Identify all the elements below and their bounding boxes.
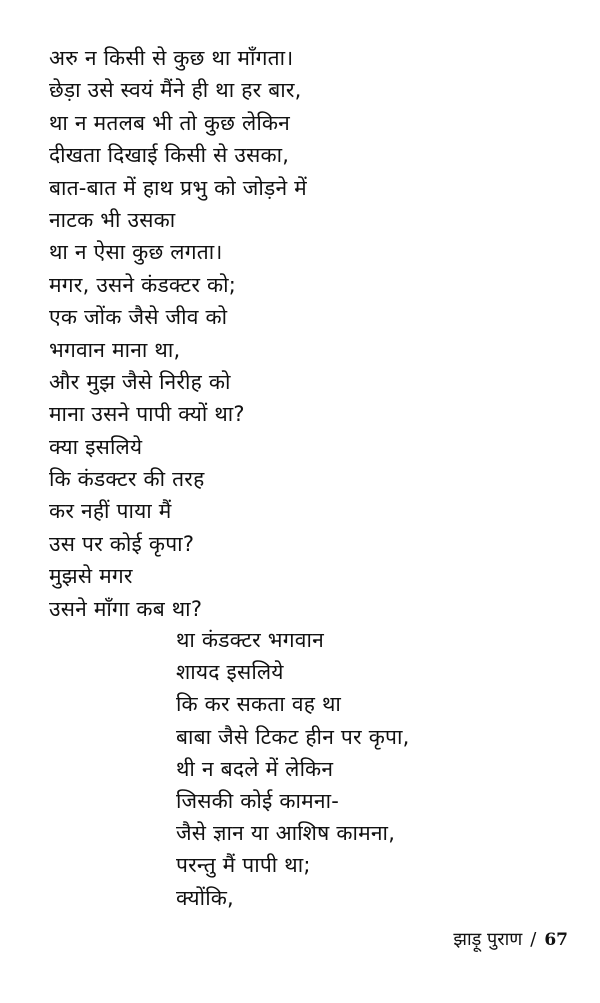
- poem-line: जैसे ज्ञान या आशिष कामना,: [176, 821, 396, 846]
- poem-line: क्या इसलिये: [49, 434, 143, 459]
- poem-line: उसने माँगा कब था?: [49, 596, 203, 621]
- poem-line: कर नहीं पाया मैं: [49, 499, 172, 524]
- poem-line: उस पर कोई कृपा?: [49, 531, 195, 556]
- poem-line: माना उसने पापी क्यों था?: [49, 402, 245, 427]
- poem-stanza-2: [176, 624, 576, 914]
- poem-line: जिसकी कोई कामना-: [176, 788, 340, 813]
- poem-line: अरु न किसी से कुछ था माँगता।: [49, 46, 294, 70]
- poem-line: मुझसे मगर: [49, 564, 133, 589]
- book-title: झाड़ू पुराण: [453, 929, 523, 950]
- poem-line: नाटक भी उसका: [49, 207, 176, 232]
- page-number: 67: [544, 930, 568, 950]
- poem-line: शायद इसलिये: [176, 660, 284, 685]
- poem-line: कि कर सकता वह था: [176, 692, 342, 717]
- footer-separator: /: [530, 929, 537, 950]
- poem-line: था कंडक्टर भगवान: [176, 628, 324, 652]
- poem-line: कि कंडक्टर की तरह: [49, 467, 205, 492]
- poem-line: दीखता दिखाई किसी से उसका,: [49, 143, 290, 168]
- poem-line: भगवान माना था,: [49, 337, 181, 362]
- poem-line: था न मतलब भी तो कुछ लेकिन: [49, 110, 291, 135]
- poem-line: एक जोंक जैसे जीव को: [49, 305, 228, 330]
- page-footer: [453, 928, 568, 952]
- poem-line: बाबा जैसे टिकट हीन पर कृपा,: [176, 724, 410, 749]
- poem-stanza-1: [49, 42, 569, 625]
- poem-line: था न ऐसा कुछ लगता।: [49, 240, 223, 265]
- poem-line: क्योंकि,: [176, 885, 234, 910]
- poem-line: छेड़ा उसे स्वयं मैंने ही था हर बार,: [49, 78, 302, 103]
- poem-line: परन्तु मैं पापी था;: [176, 853, 311, 878]
- poem-line: और मुझ जैसे निरीह को: [49, 369, 231, 394]
- poem-line: मगर, उसने कंडक्टर को;: [49, 272, 237, 297]
- poem-line: थी न बदले में लेकिन: [176, 756, 334, 781]
- poem-line: बात-बात में हाथ प्रभु को जोड़ने में: [49, 175, 307, 200]
